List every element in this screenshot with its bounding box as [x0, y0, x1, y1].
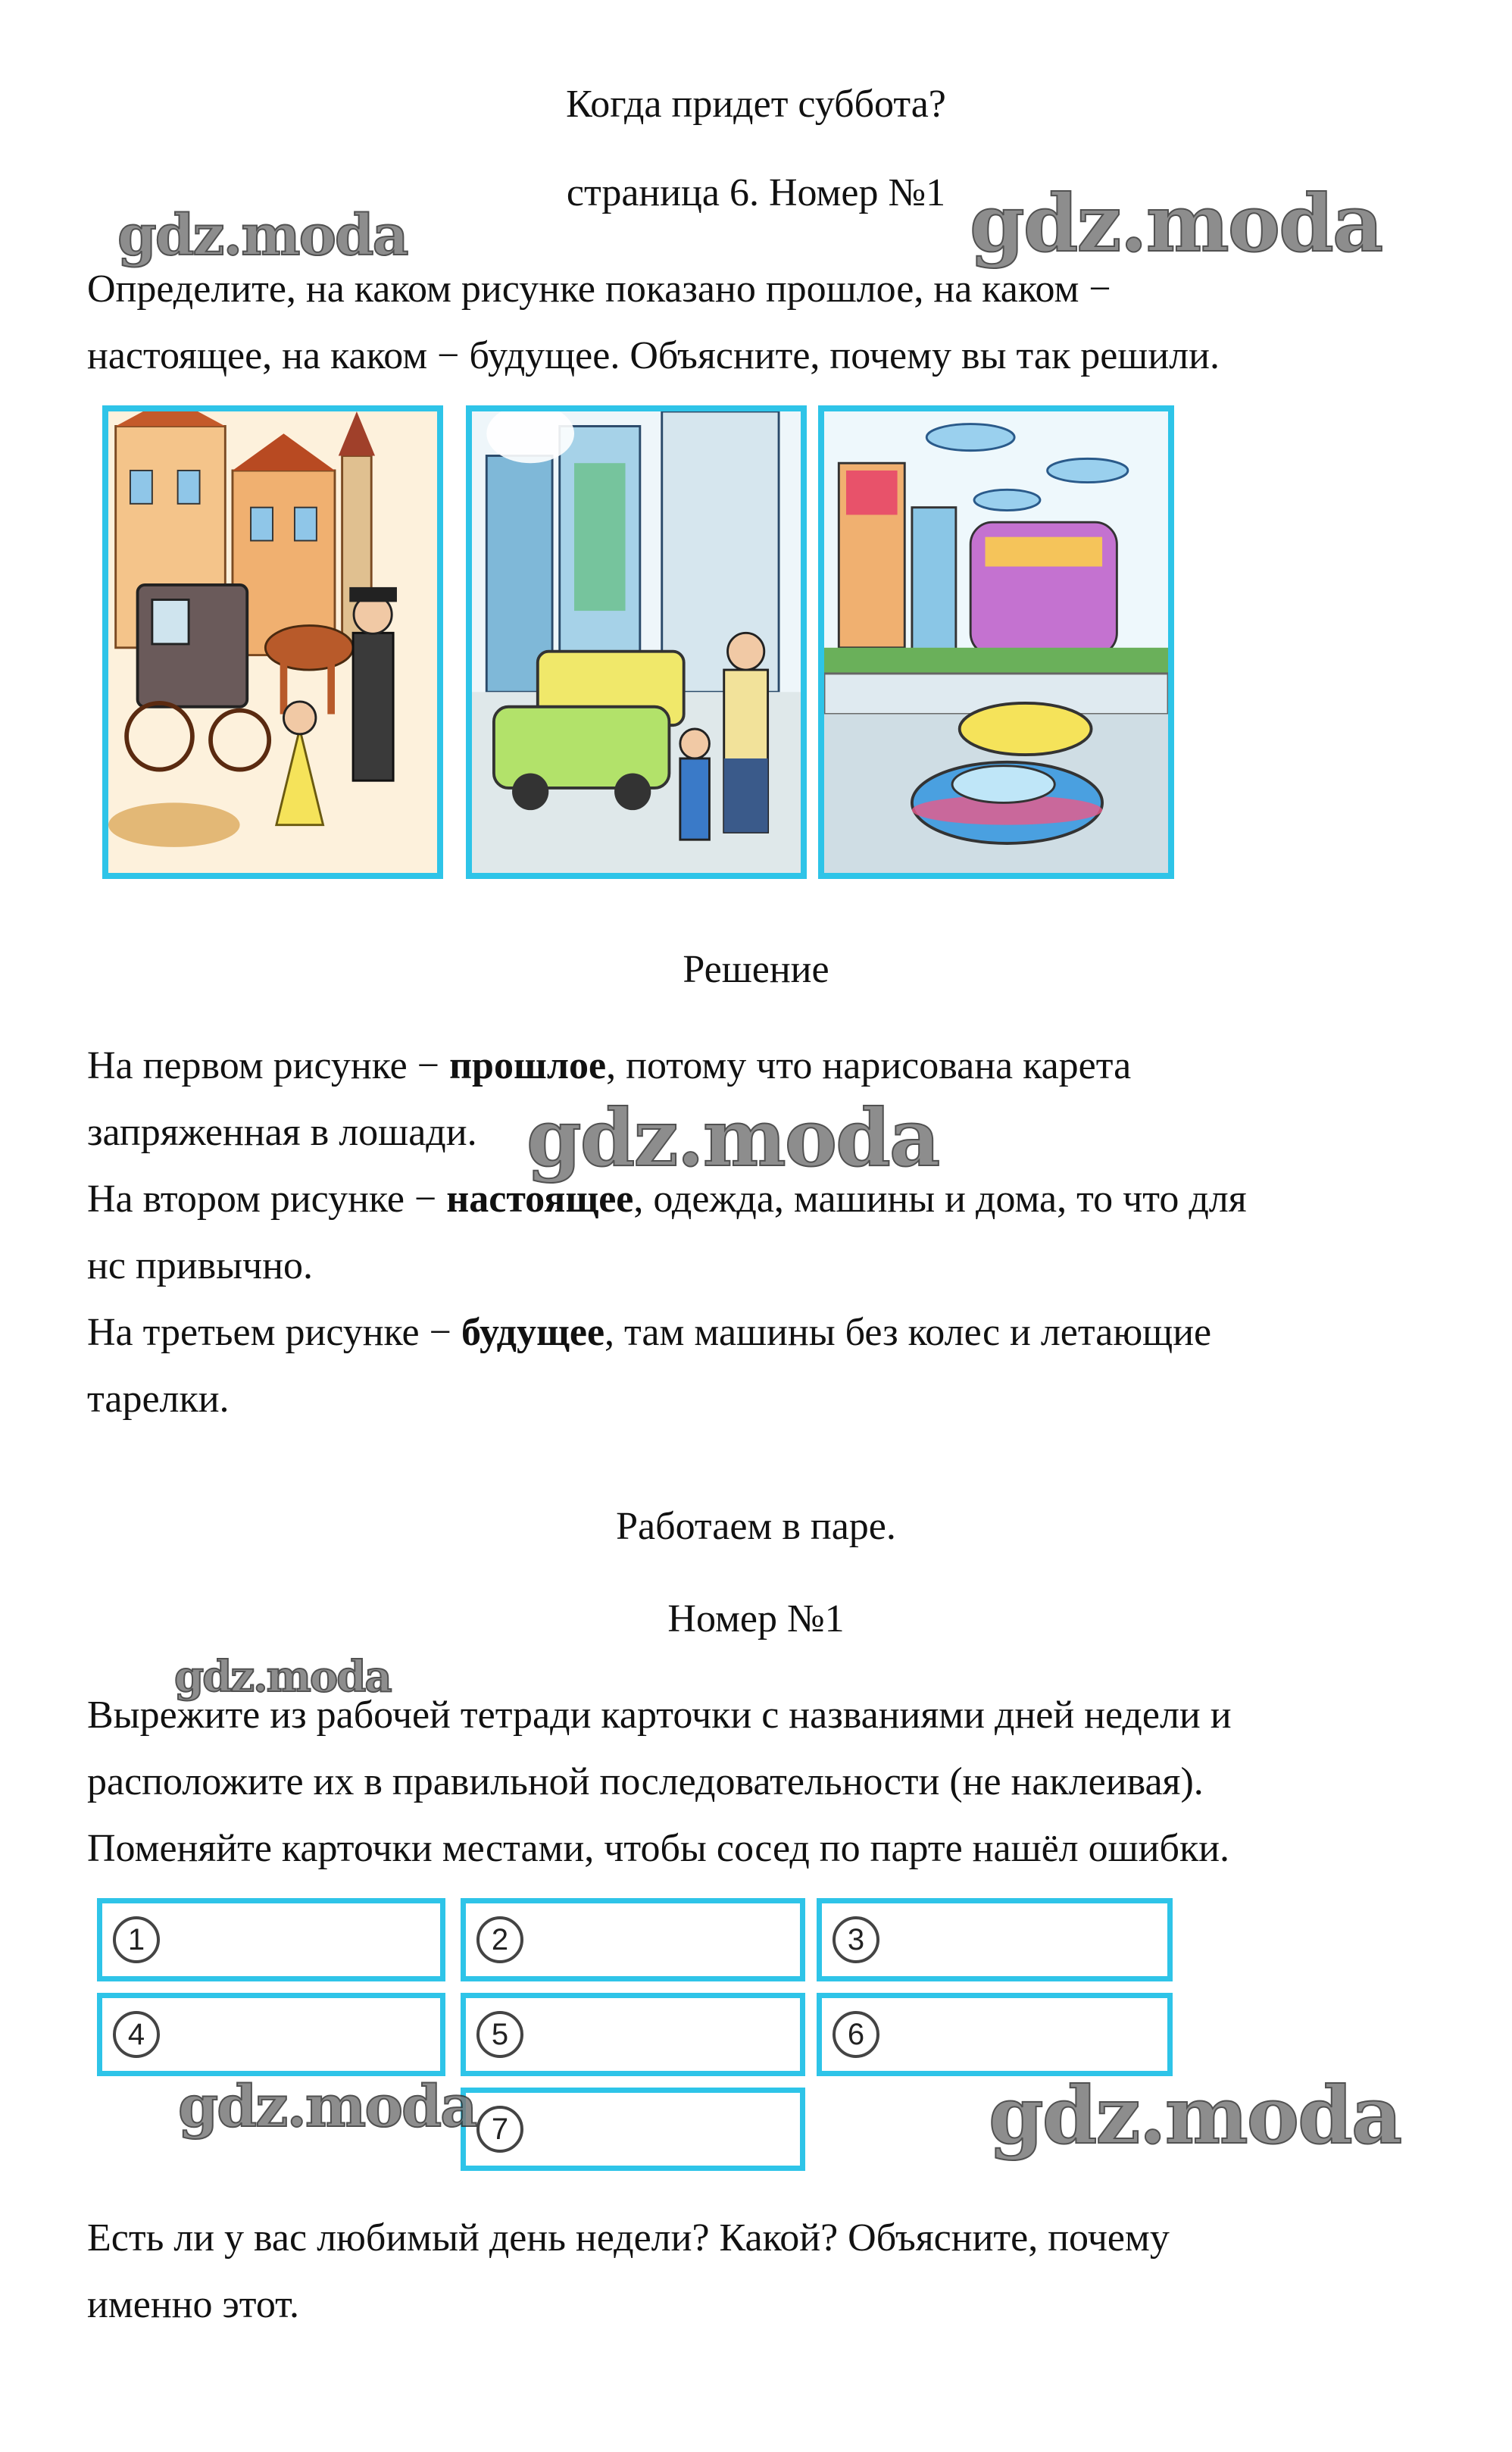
weekday-card-7	[461, 2088, 805, 2171]
weekday-card-6	[817, 1993, 1173, 2076]
task2-line1: Вырежите из рабочей тетради карточки с названиями дней недели и	[87, 1694, 1232, 1737]
weekday-card-4	[97, 1993, 445, 2076]
card-number-4: 4	[113, 2011, 160, 2058]
card-number-3: 3	[833, 1916, 879, 1963]
card-number-7: 7	[476, 2106, 523, 2153]
task1-line1: Определите, на каком рисунке показано прошлое, на каком −	[87, 267, 1111, 311]
s2-post: , одежда, машины и дома, то что для	[633, 1178, 1247, 1221]
s1-post: , потому что нарисована карета	[606, 1044, 1132, 1087]
picture-past	[102, 405, 443, 879]
solution-heading: Решение	[683, 948, 829, 991]
watermark-logo: gdz.moda	[989, 2069, 1401, 2162]
watermark-logo: gdz.moda	[970, 177, 1382, 270]
watermark-logo: gdz.moda	[526, 1091, 939, 1184]
card-number-5: 5	[476, 2011, 523, 2058]
section2-number: Номер №1	[667, 1597, 845, 1640]
weekday-card-2	[461, 1898, 805, 1981]
s1-pre: На первом рисунке −	[87, 1044, 450, 1087]
picture-present	[466, 405, 807, 879]
task2-line2: расположите их в правильной последовательности (не наклеивая).	[87, 1760, 1204, 1803]
task2-line3: Поменяйте карточки местами, чтобы сосед по парте нашёл ошибки.	[87, 1827, 1230, 1870]
task1-line2: настоящее, на каком − будущее. Объясните, почему вы так решили.	[87, 334, 1220, 377]
section2-heading: Работаем в паре.	[616, 1505, 896, 1548]
s3-pre: На третьем рисунке −	[87, 1311, 461, 1354]
solution-line-1	[87, 1033, 1435, 1099]
solution-line-5	[87, 1299, 1435, 1366]
card-number-2: 2	[476, 1916, 523, 1963]
s3-bold: будущее	[461, 1311, 605, 1354]
page-subtitle: страница 6. Номер №1	[566, 171, 946, 214]
task2-text	[87, 1682, 1435, 1882]
task1-text	[87, 256, 1435, 389]
question-line1: Есть ли у вас любимый день недели? Какой? Объясните, почему	[87, 2216, 1170, 2260]
solution-line-4: нс привычно.	[87, 1244, 314, 1287]
question-text	[87, 2205, 1435, 2338]
picture-future	[818, 405, 1174, 879]
weekday-card-1	[97, 1898, 445, 1981]
card-number-6: 6	[833, 2011, 879, 2058]
weekday-card-3	[817, 1898, 1173, 1981]
solution-line-2: запряженная в лошади.	[87, 1111, 477, 1154]
question-line2: именно этот.	[87, 2283, 299, 2326]
s1-bold: прошлое	[449, 1044, 607, 1087]
s2-pre: На втором рисунке −	[87, 1178, 447, 1221]
watermark-logo: gdz.moda	[174, 1652, 391, 1702]
watermark-logo: gdz.moda	[117, 203, 408, 268]
s2-bold: настоящее	[446, 1178, 634, 1221]
weekday-card-5	[461, 1993, 805, 2076]
card-number-1: 1	[113, 1916, 160, 1963]
solution-line-6: тарелки.	[87, 1378, 230, 1421]
watermark-logo: gdz.moda	[178, 2072, 476, 2140]
page-title: Когда придет суббота?	[566, 83, 946, 126]
s3-post: , там машины без колес и летающие	[604, 1311, 1212, 1354]
